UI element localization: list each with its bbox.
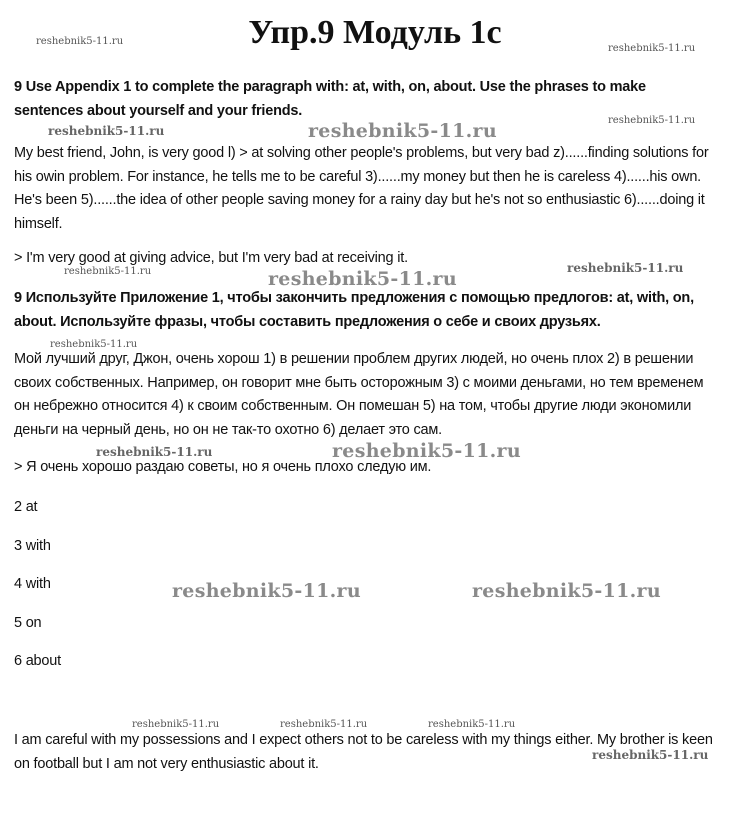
watermark: reshebnik5-11.ru (36, 36, 124, 47)
watermark: reshebnik5-11.ru (50, 339, 138, 350)
watermark: reshebnik5-11.ru (608, 43, 696, 54)
watermark: reshebnik5-11.ru (268, 268, 457, 290)
answer-item: 5 on (14, 615, 42, 631)
watermark: reshebnik5-11.ru (308, 120, 497, 142)
watermark: reshebnik5-11.ru (96, 445, 213, 459)
answer-item: 3 with (14, 538, 51, 554)
russian-paragraph: Мой лучший друг, Джон, очень хорош 1) в решении проблем других людей, но очень плох 2) в решении своих собственных. Например, он говорит мне быть осторожным 3) с моими деньгами, но тем временем он небрежно относится 4) к своим собственным. Он помешан 5) на том, чтобы другие люди экономили деньги на черный день, но он не так-то охотно 6) делает это сам. (14, 351, 704, 438)
watermark: reshebnik5-11.ru (567, 261, 684, 275)
watermark: reshebnik5-11.ru (472, 580, 661, 602)
watermark: reshebnik5-11.ru (172, 580, 361, 602)
watermark: reshebnik5-11.ru (428, 719, 516, 730)
watermark: reshebnik5-11.ru (64, 266, 152, 277)
russian-example: > Я очень хорошо раздаю советы, но я очень плохо следую им. (14, 459, 432, 475)
english-task: 9 Use Appendix 1 to complete the paragraph with: at, with, on, about. Use the phrases to make sentences about yourself and your friends. (14, 79, 646, 119)
answer-item: 2 at (14, 499, 38, 515)
answer-item: 6 about (14, 653, 61, 669)
watermark: reshebnik5-11.ru (280, 719, 368, 730)
conclusion-paragraph: I am careful with my possessions and I expect others not to be careless with my things either. My brother is keen on football but I am not very enthusiastic about it. (14, 732, 713, 772)
english-paragraph: My best friend, John, is very good l) > at solving other people's problems, but very bad z)......finding solutions for his owin problem. For instance, he tells me to be careful 3)......my money but then he is careless 4)......his own. He's been 5)......the idea of other people saving money for a rainy day but he's not so enthusiastic 6)......doing it himself. (14, 145, 709, 232)
answer-item: 4 with (14, 576, 51, 592)
watermark: reshebnik5-11.ru (332, 440, 521, 462)
watermark: reshebnik5-11.ru (608, 115, 696, 126)
watermark: reshebnik5-11.ru (592, 748, 709, 762)
russian-task: 9 Используйте Приложение 1, чтобы закончить предложения с помощью предлогов: at, with, on, about. Используйте фразы, чтобы составить предложения о себе и своих друзьях. (14, 290, 694, 330)
english-example: > I'm very good at giving advice, but I'm very bad at receiving it. (14, 250, 408, 266)
watermark: reshebnik5-11.ru (48, 124, 165, 138)
watermark: reshebnik5-11.ru (132, 719, 220, 730)
page-title: Упр.9 Модуль 1с (248, 14, 502, 51)
